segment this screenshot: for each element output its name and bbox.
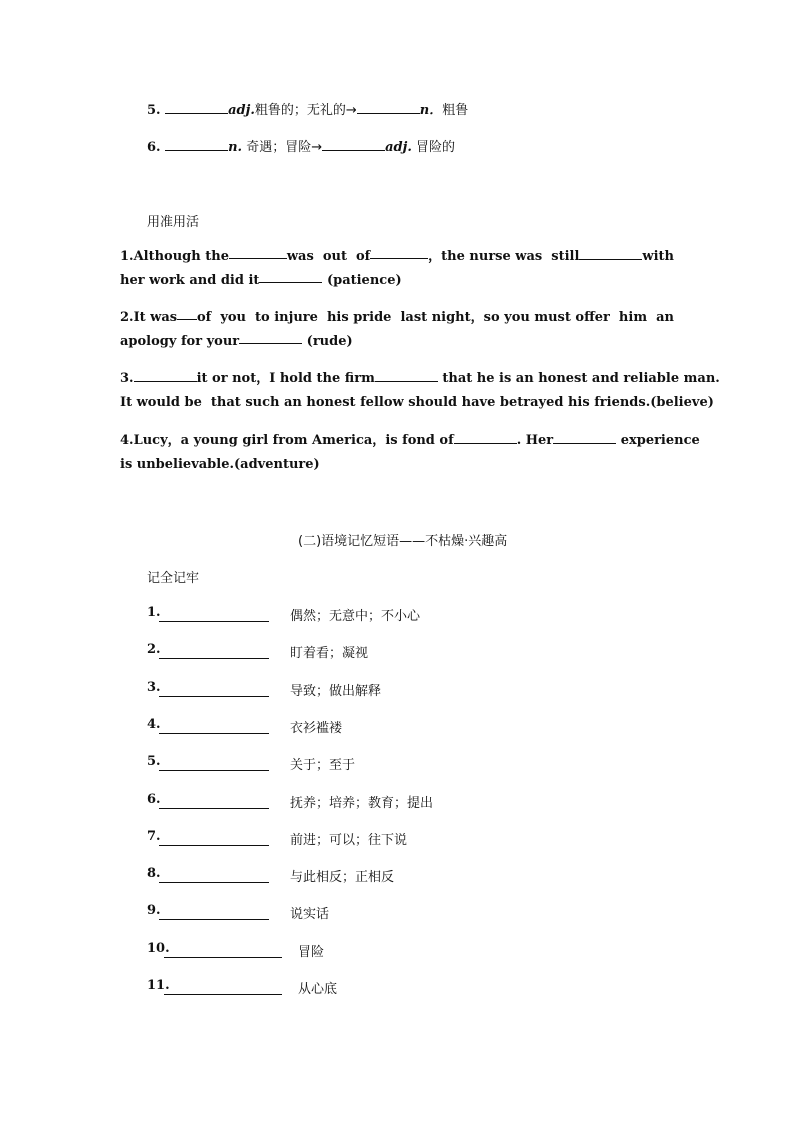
phrase-item-number: 3. xyxy=(147,680,161,695)
phrase-blank[interactable] xyxy=(159,720,269,734)
phrase-item-number: 8. xyxy=(147,866,161,881)
usage-question-4-line-2: is unbelievable.(adventure) xyxy=(120,457,320,472)
phrase-blank[interactable] xyxy=(159,683,269,697)
phrase-item-number: 5. xyxy=(147,754,161,769)
word-blank[interactable] xyxy=(322,137,385,151)
phrase-blank[interactable] xyxy=(164,981,282,995)
usage-question-1-line-2: her work and did it (patience) xyxy=(120,269,674,293)
phrase-meaning: 与此相反；正相反 xyxy=(290,870,395,885)
phrase-blank[interactable] xyxy=(159,832,269,846)
phrase-item-number: 9. xyxy=(147,903,161,918)
usage-question-2-line-1: 2.It was of you to injure his pride last night，so you must offer him an xyxy=(120,306,674,330)
phrase-item-number: 11. xyxy=(147,978,170,993)
word-blank[interactable] xyxy=(357,100,420,114)
phrase-blank[interactable] xyxy=(159,906,269,920)
phrase-blank[interactable] xyxy=(159,757,269,771)
usage-question-3-line-1: 3. it or not， I hold the firm that he is an honest and reliable man. xyxy=(120,367,674,391)
phrase-meaning: 导致；做出解释 xyxy=(290,684,382,699)
phrase-meaning: 说实话 xyxy=(290,907,330,922)
phrase-item-number: 2. xyxy=(147,642,161,657)
usage-question-1-line-1: 1.Although the was out of ， the nurse was still with xyxy=(120,245,674,269)
phrase-meaning: 抚养；培养；教育；提出 xyxy=(290,796,434,811)
usage-question-4-line-1: 4.Lucy，a young girl from America， is fond of . Her experience xyxy=(120,429,674,453)
phrase-meaning: 前进；可以；往下说 xyxy=(290,833,408,848)
answer-blank[interactable] xyxy=(370,245,428,259)
phrase-blank[interactable] xyxy=(159,608,269,622)
answer-blank[interactable] xyxy=(259,269,322,283)
answer-blank[interactable] xyxy=(239,330,302,344)
word-form-6: 6. n. 奇遇；冒险→ adj. 冒险的 xyxy=(147,137,455,157)
phrase-blank[interactable] xyxy=(159,869,269,883)
answer-blank[interactable] xyxy=(579,246,642,260)
answer-blank[interactable] xyxy=(375,368,438,382)
phrase-item-number: 6. xyxy=(147,792,161,807)
phrase-item-number: 10. xyxy=(147,941,170,956)
word-blank[interactable] xyxy=(165,100,228,114)
phrase-blank[interactable] xyxy=(159,795,269,809)
phrase-item-number: 4. xyxy=(147,717,161,732)
answer-blank[interactable] xyxy=(454,430,517,444)
usage-question-2-line-2: apology for your (rude) xyxy=(120,330,674,354)
phrase-meaning: 盯着看；凝视 xyxy=(290,646,369,661)
answer-blank[interactable] xyxy=(134,368,197,382)
word-blank[interactable] xyxy=(165,137,228,151)
phrase-section-subheading: 记全记牢 xyxy=(147,571,200,586)
word-form-5: 5. adj.粗鲁的；无礼的→ n．粗鲁 xyxy=(147,100,468,120)
usage-question-3-line-2: It would be that such an honest fellow should have betrayed his friends.(believe) xyxy=(120,395,714,410)
phrase-meaning: 关于；至于 xyxy=(290,758,356,773)
answer-blank[interactable] xyxy=(177,306,197,320)
phrase-blank[interactable] xyxy=(164,944,282,958)
usage-section-title: 用准用活 xyxy=(147,215,200,230)
phrase-item-number: 7. xyxy=(147,829,161,844)
phrase-blank[interactable] xyxy=(159,645,269,659)
phrase-meaning: 冒险 xyxy=(298,945,325,960)
answer-blank[interactable] xyxy=(229,245,287,259)
phrase-meaning: 偶然；无意中；不小心 xyxy=(290,609,421,624)
phrase-section-heading: (二)语境记忆短语——不枯燥·兴趣高 xyxy=(298,534,508,549)
phrase-item-number: 1. xyxy=(147,605,161,620)
phrase-meaning: 衣衫褴褛 xyxy=(290,721,343,736)
phrase-meaning: 从心底 xyxy=(298,982,338,997)
answer-blank[interactable] xyxy=(553,430,616,444)
